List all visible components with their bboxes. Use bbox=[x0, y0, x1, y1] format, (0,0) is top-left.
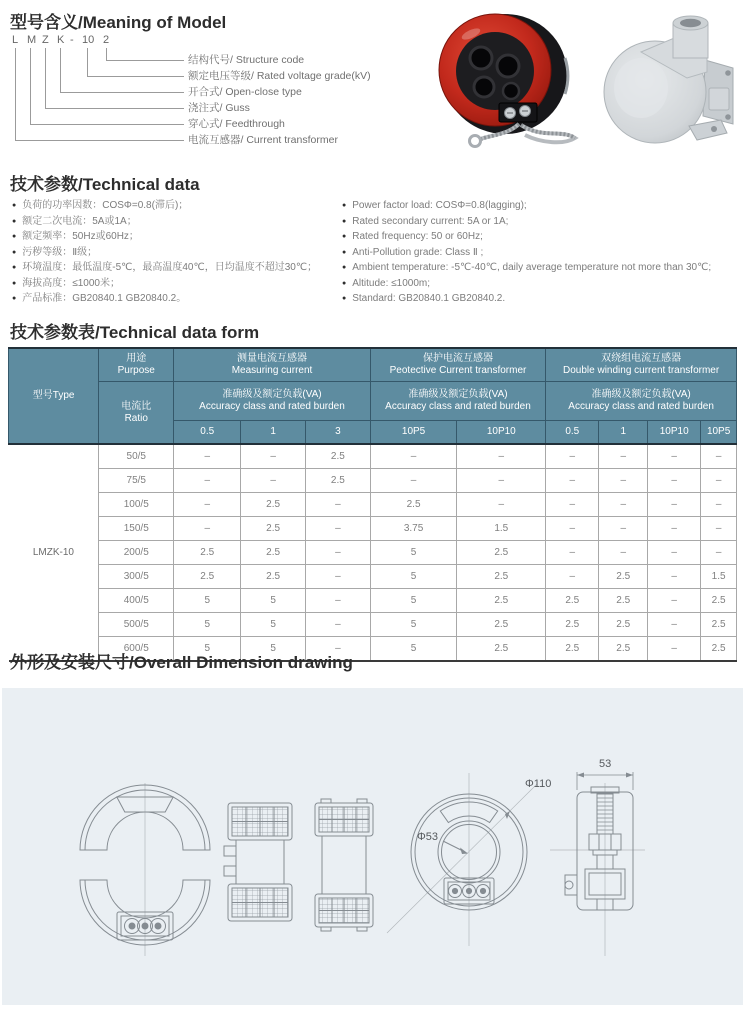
value-cell: 2.5 bbox=[305, 469, 370, 493]
spec-item bbox=[342, 245, 742, 261]
value-cell: – bbox=[701, 493, 737, 517]
spec-item bbox=[12, 229, 338, 245]
bullet-icon: ● bbox=[12, 233, 17, 240]
value-cell: – bbox=[648, 589, 701, 613]
bullet-icon: ● bbox=[342, 279, 347, 287]
value-cell: – bbox=[648, 637, 701, 662]
accuracy-en: Accuracy class and rated burden bbox=[385, 401, 531, 412]
bullet-icon: ● bbox=[342, 233, 347, 240]
spec-text: 额定二次电流：5A或1A； bbox=[22, 215, 137, 227]
bullet-icon: ● bbox=[12, 248, 17, 256]
accuracy-cn: 准确级及额定负载(VA) bbox=[591, 389, 691, 400]
model-label-open-close: 开合式/ Open-close type bbox=[188, 86, 302, 98]
value-cell: – bbox=[174, 517, 241, 541]
model-type-cell: LMZK-10 bbox=[9, 444, 99, 661]
technical-data-table bbox=[8, 347, 737, 662]
header-ratio bbox=[99, 382, 174, 445]
spec-text: Anti-Pollution grade: Class Ⅱ ; bbox=[352, 246, 484, 258]
model-code-letter: 10 bbox=[82, 34, 95, 46]
drawing-clamp-side bbox=[550, 772, 645, 956]
value-cell: – bbox=[370, 469, 457, 493]
accuracy-cn: 准确级及额定负载(VA) bbox=[222, 389, 322, 400]
value-cell: – bbox=[648, 517, 701, 541]
header-accuracy-measuring bbox=[174, 382, 371, 421]
value-cell: – bbox=[174, 493, 241, 517]
value-cell: 5 bbox=[241, 613, 306, 637]
subcol-header: 1 bbox=[241, 421, 306, 445]
model-code-letter: L bbox=[12, 34, 19, 46]
value-cell: – bbox=[305, 517, 370, 541]
value-cell: 5 bbox=[174, 637, 241, 662]
spec-item bbox=[342, 260, 742, 276]
value-cell: 2.5 bbox=[457, 541, 546, 565]
technical-data-en-list bbox=[342, 198, 742, 307]
value-cell: – bbox=[599, 444, 648, 469]
value-cell: – bbox=[457, 469, 546, 493]
table-row bbox=[9, 541, 737, 565]
group-double-cn: 双绕组电流互感器 bbox=[601, 353, 682, 364]
ratio-cell: 400/5 bbox=[99, 589, 174, 613]
dimension-drawing-panel bbox=[2, 688, 743, 1005]
value-cell: 5 bbox=[174, 613, 241, 637]
bullet-icon: ● bbox=[12, 202, 17, 209]
value-cell: – bbox=[701, 469, 737, 493]
value-cell: – bbox=[648, 444, 701, 469]
value-cell: 2.5 bbox=[370, 493, 457, 517]
ratio-cell: 200/5 bbox=[99, 541, 174, 565]
ratio-cell: 500/5 bbox=[99, 613, 174, 637]
spec-text: 负荷的功率因数：COSΦ=0.8(滞后)； bbox=[22, 200, 189, 211]
spec-text: 污秽等级：Ⅱ级； bbox=[22, 246, 98, 258]
technical-data-title: 技术参数/Technical data bbox=[10, 175, 200, 194]
value-cell: 2.5 bbox=[241, 517, 306, 541]
drawing-circular-front bbox=[387, 773, 537, 946]
ratio-cell: 600/5 bbox=[99, 637, 174, 662]
subcol-header: 10P5 bbox=[701, 421, 737, 445]
header-group-protective bbox=[370, 348, 545, 382]
value-cell: 5 bbox=[370, 637, 457, 662]
value-cell: – bbox=[599, 541, 648, 565]
value-cell: 2.5 bbox=[457, 565, 546, 589]
value-cell: 2.5 bbox=[457, 613, 546, 637]
subcol-header: 1 bbox=[599, 421, 648, 445]
subcol-header: 10P10 bbox=[457, 421, 546, 445]
product-photo-gray-housing bbox=[593, 10, 743, 152]
value-cell: – bbox=[546, 517, 599, 541]
value-cell: 2.5 bbox=[701, 613, 737, 637]
value-cell: – bbox=[305, 637, 370, 662]
header-purpose-cn: 用途 bbox=[126, 353, 147, 364]
header-ratio-en: Ratio bbox=[124, 412, 148, 424]
value-cell: 2.5 bbox=[599, 637, 648, 662]
ratio-cell: 75/5 bbox=[99, 469, 174, 493]
spec-text: Altitude: ≤1000m; bbox=[352, 277, 430, 289]
value-cell: 5 bbox=[370, 541, 457, 565]
spec-text: 环境温度：最低温度-5℃，最高温度40℃，日均温度不超过30℃； bbox=[22, 262, 318, 273]
model-code-letter: M bbox=[27, 34, 37, 46]
ratio-cell: 300/5 bbox=[99, 565, 174, 589]
subcol-header: 10P5 bbox=[370, 421, 457, 445]
value-cell: 5 bbox=[174, 589, 241, 613]
value-cell: 2.5 bbox=[599, 589, 648, 613]
value-cell: – bbox=[546, 565, 599, 589]
spec-text: Standard: GB20840.1 GB20840.2. bbox=[352, 293, 506, 304]
accuracy-cn: 准确级及额定负载(VA) bbox=[408, 389, 508, 400]
group-protective-en: Peotective Current transformer bbox=[389, 365, 527, 376]
dim-label-outer-diameter: Φ110 bbox=[525, 778, 552, 790]
value-cell: – bbox=[648, 565, 701, 589]
product-photo-red-transformer bbox=[415, 8, 587, 156]
value-cell: – bbox=[305, 589, 370, 613]
model-code-letter: Z bbox=[42, 34, 49, 46]
value-cell: – bbox=[546, 444, 599, 469]
value-cell: – bbox=[648, 541, 701, 565]
table-row bbox=[9, 589, 737, 613]
bullet-icon: ● bbox=[342, 264, 347, 271]
value-cell: – bbox=[701, 444, 737, 469]
spec-text: Rated secondary current: 5A or 1A; bbox=[352, 215, 509, 227]
table-body bbox=[9, 444, 737, 661]
header-ratio-cn: 电流比 bbox=[121, 400, 152, 412]
dim-label-inner-diameter: Φ53 bbox=[417, 831, 439, 843]
data-form-title: 技术参数表/Technical data form bbox=[10, 323, 260, 342]
accuracy-en: Accuracy class and rated burden bbox=[568, 401, 714, 412]
subcol-header: 10P10 bbox=[648, 421, 701, 445]
value-cell: – bbox=[648, 613, 701, 637]
drawing-side-view-1 bbox=[224, 803, 292, 921]
value-cell: – bbox=[648, 493, 701, 517]
table-header bbox=[9, 348, 737, 444]
value-cell: 5 bbox=[370, 613, 457, 637]
value-cell: 5 bbox=[370, 589, 457, 613]
value-cell: 2.5 bbox=[305, 444, 370, 469]
table-row bbox=[9, 565, 737, 589]
header-purpose bbox=[99, 348, 174, 382]
technical-data-cn-list bbox=[12, 198, 338, 307]
header-group-double-winding bbox=[546, 348, 737, 382]
table-row bbox=[9, 613, 737, 637]
spec-item bbox=[12, 260, 338, 276]
spec-text: 额定频率：50Hz或60Hz； bbox=[22, 231, 139, 242]
bullet-icon: ● bbox=[342, 217, 347, 225]
drawing-split-ring-front bbox=[80, 783, 210, 956]
dim-label-width: 53 bbox=[599, 758, 612, 770]
dimension-title: 外形及安装尺寸/Overall Dimension drawing bbox=[10, 653, 353, 672]
group-measuring-cn: 测量电流互感器 bbox=[237, 353, 307, 364]
value-cell: – bbox=[457, 493, 546, 517]
table-row bbox=[9, 469, 737, 493]
value-cell: 2.5 bbox=[241, 493, 306, 517]
bullet-icon: ● bbox=[12, 295, 17, 302]
drawing-side-view-2 bbox=[315, 799, 373, 931]
model-label-structure-code: 结构代号/ Structure code bbox=[188, 54, 305, 66]
value-cell: – bbox=[241, 444, 306, 469]
value-cell: 2.5 bbox=[701, 637, 737, 662]
bullet-icon: ● bbox=[12, 279, 17, 287]
value-cell: – bbox=[546, 541, 599, 565]
spec-item bbox=[12, 291, 338, 307]
value-cell: 2.5 bbox=[546, 613, 599, 637]
value-cell: – bbox=[599, 517, 648, 541]
table-row bbox=[9, 444, 737, 469]
value-cell: – bbox=[457, 444, 546, 469]
bullet-icon: ● bbox=[12, 264, 17, 271]
value-cell: – bbox=[701, 541, 737, 565]
model-code-letter: - bbox=[70, 34, 74, 46]
value-cell: 2.5 bbox=[546, 589, 599, 613]
spec-table bbox=[8, 347, 737, 662]
bullet-icon: ● bbox=[342, 202, 347, 209]
value-cell: 5 bbox=[370, 565, 457, 589]
bullet-icon: ● bbox=[12, 217, 17, 225]
spec-item bbox=[12, 214, 338, 230]
group-protective-cn: 保护电流互感器 bbox=[422, 353, 493, 364]
model-label-current-transformer: 电流互感器/ Current transformer bbox=[188, 134, 338, 146]
bullet-icon: ● bbox=[342, 248, 347, 256]
accuracy-en: Accuracy class and rated burden bbox=[199, 401, 345, 412]
spec-item bbox=[342, 291, 742, 307]
value-cell: 2.5 bbox=[701, 589, 737, 613]
spec-item bbox=[342, 229, 742, 245]
subcol-header: 0.5 bbox=[174, 421, 241, 445]
value-cell: – bbox=[305, 565, 370, 589]
value-cell: 5 bbox=[241, 637, 306, 662]
spec-item bbox=[342, 214, 742, 230]
value-cell: 2.5 bbox=[174, 565, 241, 589]
subcol-header: 3 bbox=[305, 421, 370, 445]
header-accuracy-protective bbox=[370, 382, 545, 421]
ratio-cell: 150/5 bbox=[99, 517, 174, 541]
value-cell: – bbox=[305, 493, 370, 517]
model-code-letter: 2 bbox=[103, 34, 110, 46]
ratio-cell: 100/5 bbox=[99, 493, 174, 517]
value-cell: 1.5 bbox=[701, 565, 737, 589]
value-cell: 2.5 bbox=[457, 589, 546, 613]
spec-text: Ambient temperature: -5℃-40℃, daily average temperature not more than 30℃; bbox=[352, 262, 712, 273]
value-cell: – bbox=[241, 469, 306, 493]
ratio-cell: 50/5 bbox=[99, 444, 174, 469]
dimension-drawings bbox=[2, 688, 743, 1005]
value-cell: 3.75 bbox=[370, 517, 457, 541]
spec-item bbox=[342, 198, 742, 214]
value-cell: 5 bbox=[241, 589, 306, 613]
spec-text: Power factor load: COSΦ=0.8(lagging); bbox=[352, 200, 527, 211]
value-cell: – bbox=[370, 444, 457, 469]
value-cell: – bbox=[648, 469, 701, 493]
meaning-title: 型号含义/Meaning of Model bbox=[10, 13, 227, 32]
value-cell: – bbox=[599, 469, 648, 493]
value-cell: 2.5 bbox=[546, 637, 599, 662]
group-double-en: Double winding current transformer bbox=[563, 365, 720, 376]
value-cell: – bbox=[174, 444, 241, 469]
model-code-letter: K bbox=[57, 34, 65, 46]
value-cell: – bbox=[599, 493, 648, 517]
value-cell: 2.5 bbox=[241, 541, 306, 565]
value-cell: – bbox=[305, 613, 370, 637]
spec-item bbox=[12, 276, 338, 292]
subcol-header: 0.5 bbox=[546, 421, 599, 445]
table-row bbox=[9, 493, 737, 517]
bullet-icon: ● bbox=[342, 295, 347, 302]
table-row bbox=[9, 517, 737, 541]
value-cell: – bbox=[546, 493, 599, 517]
spec-item bbox=[12, 198, 338, 214]
value-cell: – bbox=[174, 469, 241, 493]
model-label-guss: 浇注式/ Guss bbox=[188, 102, 250, 114]
value-cell: – bbox=[701, 517, 737, 541]
header-accuracy-double bbox=[546, 382, 737, 421]
value-cell: 2.5 bbox=[457, 637, 546, 662]
value-cell: 2.5 bbox=[599, 565, 648, 589]
value-cell: – bbox=[305, 541, 370, 565]
value-cell: – bbox=[546, 469, 599, 493]
spec-text: 产品标准：GB20840.1 GB20840.2。 bbox=[22, 293, 187, 304]
header-group-measuring bbox=[174, 348, 371, 382]
model-label-voltage-grade: 额定电压等级/ Rated voltage grade(kV) bbox=[188, 70, 371, 82]
value-cell: 2.5 bbox=[599, 613, 648, 637]
spec-text: 海拔高度：≤1000米； bbox=[22, 277, 120, 289]
value-cell: 1.5 bbox=[457, 517, 546, 541]
group-measuring-en: Measuring current bbox=[231, 365, 313, 376]
model-label-feedthrough: 穿心式/ Feedthrough bbox=[188, 118, 285, 130]
spec-item bbox=[342, 276, 742, 292]
header-type: 型号Type bbox=[9, 348, 99, 444]
spec-text: Rated frequency: 50 or 60Hz; bbox=[352, 231, 483, 242]
header-purpose-en: Purpose bbox=[117, 365, 155, 376]
value-cell: 2.5 bbox=[174, 541, 241, 565]
model-code-diagram bbox=[12, 34, 422, 156]
spec-item bbox=[12, 245, 338, 261]
value-cell: 2.5 bbox=[241, 565, 306, 589]
